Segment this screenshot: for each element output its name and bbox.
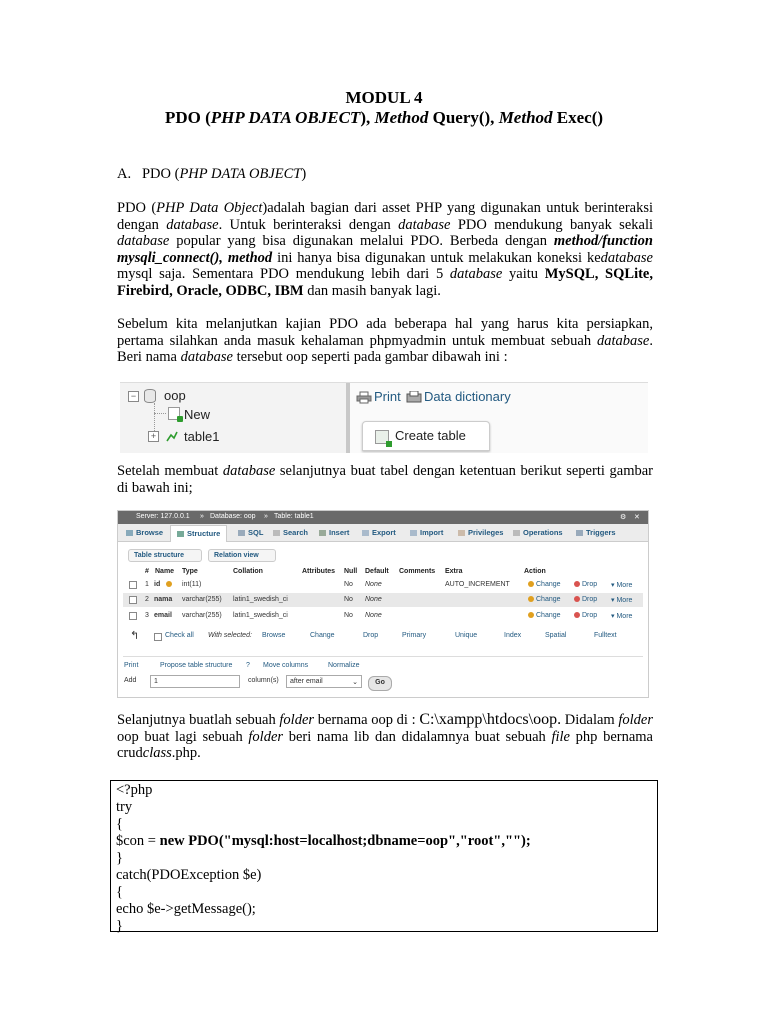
bulk-primary[interactable]: Primary: [402, 632, 427, 639]
table-row: 1 id int(11) No None AUTO_INCREMENT Change Drop ▾ More: [123, 578, 643, 592]
breadcrumb: Server: 127.0.0.1 » Database: oop » Table: table1 ⚙ ✕: [118, 511, 648, 524]
drop-icon: [574, 581, 580, 587]
col-header: Type: [182, 568, 198, 575]
close-icon[interactable]: ✕: [634, 514, 640, 521]
pencil-icon: [528, 596, 534, 602]
key-icon: [166, 581, 174, 588]
create-table-button[interactable]: Create table: [362, 421, 490, 451]
paragraph-folder: Selanjutnya buatlah sebuah folder bernama oop di : C:\xampp\htdocs\oop. Didalam folder oop buat lagi sebuah folder beri nama lib dan didalamnya buat sebuah file php bernama crudclass.php.: [117, 711, 653, 762]
structure-icon: [177, 531, 184, 537]
code-line: }: [116, 850, 123, 866]
drop-icon: [574, 612, 580, 618]
wrench-icon: [513, 530, 520, 536]
drop-icon: [574, 596, 580, 602]
arrow-up-icon: ↰: [130, 630, 140, 642]
settings-icon[interactable]: ⚙: [620, 514, 627, 521]
columns-label: column(s): [248, 677, 279, 684]
privileges-icon: [458, 530, 465, 536]
sql-icon: [238, 530, 245, 536]
tab-privileges[interactable]: Privileges: [458, 528, 503, 537]
table-row: 2 nama varchar(255) latin1_swedish_ci No None Change Drop ▾ More: [123, 593, 643, 607]
tab-triggers[interactable]: Triggers: [576, 528, 616, 537]
bulk-change[interactable]: Change: [310, 632, 335, 639]
paragraph-create-table: Setelah membuat database selanjutnya buat tabel dengan ketentuan berikut seperti gambar di bawah ini;: [117, 463, 653, 496]
col-header: #: [145, 568, 149, 575]
tree-new[interactable]: New: [184, 407, 211, 422]
print-link[interactable]: Print: [124, 662, 139, 669]
chevron-down-icon: ⌄: [352, 679, 358, 686]
add-count-input[interactable]: 1: [150, 675, 240, 688]
position-select[interactable]: after email ⌄: [286, 675, 362, 688]
drop-button[interactable]: Drop: [574, 612, 597, 619]
table-icon: [166, 431, 178, 442]
code-line: try: [116, 799, 133, 815]
go-button[interactable]: Go: [368, 676, 392, 691]
more-button[interactable]: ▾ More: [611, 597, 633, 604]
phpmyadmin-tree-screenshot: [120, 382, 648, 453]
col-header: Extra: [445, 568, 463, 575]
database-toolbar: [350, 383, 648, 453]
change-button[interactable]: Change: [528, 596, 561, 603]
tab-search[interactable]: Search: [273, 528, 308, 537]
expand-icon[interactable]: +: [148, 431, 159, 442]
help-icon[interactable]: ?: [246, 662, 250, 669]
code-line: {: [116, 816, 123, 832]
import-icon: [410, 530, 417, 536]
tab-insert[interactable]: Insert: [319, 528, 349, 537]
tree-table1[interactable]: table1: [184, 429, 220, 444]
tab-sql[interactable]: SQL: [238, 528, 263, 537]
code-line: $con = new PDO("mysql:host=localhost;dbname=oop","root","");: [116, 833, 531, 849]
col-header: Name: [155, 568, 175, 575]
bulk-spatial[interactable]: Spatial: [545, 632, 567, 639]
section-heading: A. PDO (PHP DATA OBJECT): [117, 166, 307, 182]
subtab-relation-view[interactable]: Relation view: [208, 549, 276, 562]
pencil-icon: [528, 581, 534, 587]
col-header: Attributes: [302, 568, 336, 575]
more-button[interactable]: ▾ More: [611, 613, 633, 620]
module-subtitle: PDO (PHP DATA OBJECT), Method Query(), Method Exec(): [164, 108, 604, 127]
search-icon: [273, 530, 280, 536]
propose-structure-link[interactable]: Propose table structure: [160, 662, 233, 669]
database-icon: [144, 389, 156, 403]
tab-browse[interactable]: Browse: [126, 528, 163, 537]
bulk-index[interactable]: Index: [504, 632, 522, 639]
triggers-icon: [576, 530, 583, 536]
divider: [123, 656, 643, 657]
table-row: 3 email varchar(255) latin1_swedish_ci No None Change Drop ▾ More: [123, 609, 643, 623]
create-table-icon: [375, 430, 389, 444]
browse-icon: [126, 530, 133, 536]
code-block: [110, 780, 658, 932]
tab-operations[interactable]: Operations: [513, 528, 563, 537]
add-label: Add: [124, 677, 137, 684]
code-line: catch(PDOException $e): [116, 867, 262, 883]
tree-db-oop[interactable]: oop: [164, 388, 186, 403]
move-columns-link[interactable]: Move columns: [263, 662, 309, 669]
data-dictionary-link[interactable]: Data dictionary: [424, 389, 511, 404]
new-table-icon: [168, 407, 180, 420]
bulk-browse[interactable]: Browse: [262, 632, 286, 639]
insert-icon: [319, 530, 326, 536]
export-icon: [362, 530, 369, 536]
subtab-table-structure[interactable]: Table structure: [128, 549, 202, 562]
col-header: Collation: [233, 568, 263, 575]
row-checkbox[interactable]: [129, 581, 137, 589]
breadcrumb-table[interactable]: Table: table1: [274, 513, 314, 520]
check-all-link[interactable]: Check all: [165, 632, 194, 639]
bulk-fulltext[interactable]: Fulltext: [594, 632, 617, 639]
print-icon: [356, 391, 372, 404]
tab-export[interactable]: Export: [362, 528, 396, 537]
drop-button[interactable]: Drop: [574, 596, 597, 603]
pencil-icon: [528, 612, 534, 618]
breadcrumb-database[interactable]: Database: oop: [210, 513, 256, 520]
tab-structure[interactable]: Structure: [170, 525, 227, 542]
tree-connector: [154, 413, 166, 414]
code-line: echo $e->getMessage();: [116, 901, 256, 917]
paragraph-prepare: Sebelum kita melanjutkan kajian PDO ada beberapa hal yang harus kita persiapkan, pertama silahkan anda masuk kehalaman phpmyadmin untuk membuat sebuah database. Beri nama database tersebut oop seperti pada gambar dibawah ini :: [117, 316, 653, 366]
col-header: Comments: [399, 568, 436, 575]
tab-bar: [118, 524, 648, 542]
module-title: MODUL 4: [345, 88, 423, 107]
change-button[interactable]: Change: [528, 612, 561, 619]
collapse-icon[interactable]: −: [128, 391, 139, 402]
change-button[interactable]: Change: [528, 581, 561, 588]
col-header: Default: [365, 568, 389, 575]
bulk-unique[interactable]: Unique: [455, 632, 478, 639]
with-selected-label: With selected:: [208, 632, 252, 639]
bulk-drop[interactable]: Drop: [363, 632, 379, 639]
code-line: {: [116, 884, 123, 900]
navigation-tree: [120, 383, 346, 453]
col-header: Action: [524, 568, 546, 575]
code-line: }: [116, 918, 123, 934]
code-line: <?php: [116, 782, 153, 798]
more-button[interactable]: ▾ More: [611, 582, 633, 589]
breadcrumb-server[interactable]: Server: 127.0.0.1: [136, 513, 190, 520]
tab-import[interactable]: Import: [410, 528, 443, 537]
paragraph-pdo-intro: PDO (PHP Data Object)adalah bagian dari asset PHP yang digunakan untuk berinteraksi dengan database. Untuk berinteraksi dengan database PDO mendukung banyak sekali database popular yang bisa digunakan melalui PDO. Berbeda dengan method/function mysqli_connect(), method ini hanya bisa digunakan untuk melakukan koneksi kedatabase mysql saja. Sementara PDO mendukung lebih dari 5 database yaitu MySQL, SQLite, Firebird, Oracle, ODBC, IBM dan masih banyak lagi.: [117, 200, 653, 299]
check-all-checkbox[interactable]: [154, 633, 162, 641]
row-checkbox[interactable]: [129, 612, 137, 620]
drop-button[interactable]: Drop: [574, 581, 597, 588]
dictionary-icon: [406, 391, 422, 404]
col-header: Null: [344, 568, 358, 575]
row-checkbox[interactable]: [129, 596, 137, 604]
print-link[interactable]: Print: [374, 389, 401, 404]
phpmyadmin-structure-screenshot: [117, 510, 649, 698]
normalize-link[interactable]: Normalize: [328, 662, 360, 669]
